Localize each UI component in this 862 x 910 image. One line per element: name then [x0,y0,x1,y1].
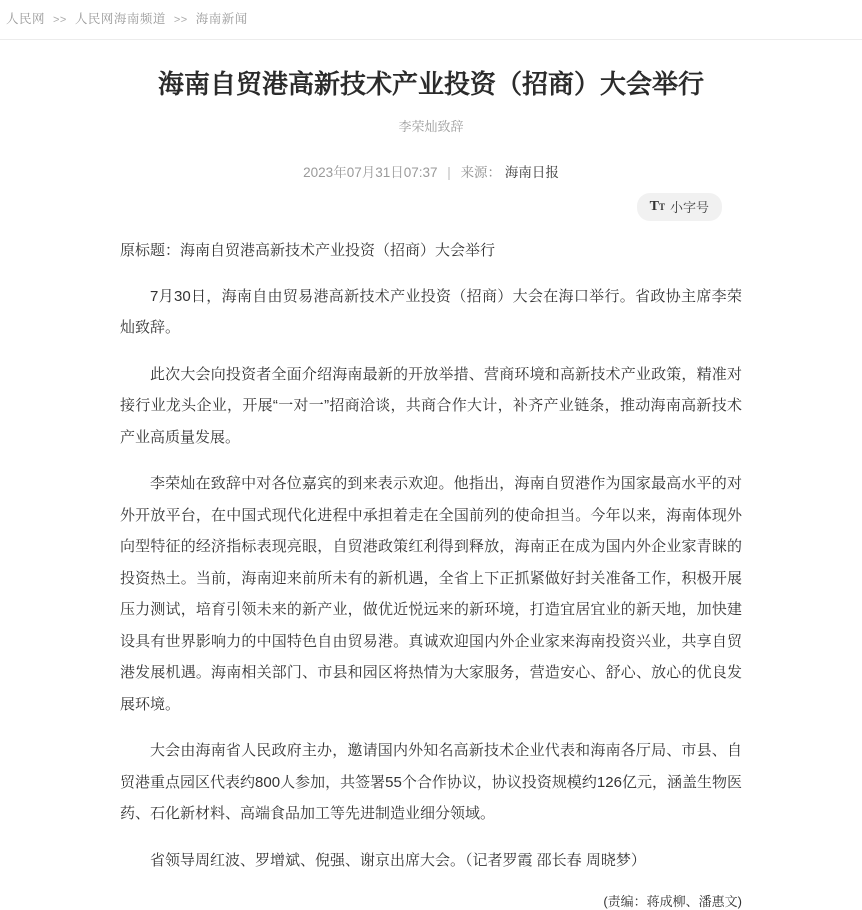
article-toolbar [120,193,742,221]
article-paragraph-original-title: 原标题：海南自贸港高新技术产业投资（招商）大会举行 [120,242,496,259]
article [120,67,742,910]
font-size-button-label: 小字号 [669,200,709,215]
article-paragraph: 此次大会向投资者全面介绍海南最新的开放举措、营商环境和高新技术产业政策，精准对接行业龙头企业，开展“一对一”招商洽谈，共商合作大计，补齐产业链条，推动海南高新技术产业高质量发展。 [120,365,742,446]
article-paragraph: 李荣灿在致辞中对各位嘉宾的到来表示欢迎。他指出，海南自贸港作为国家最高水平的对外开放平台，在中国式现代化进程中承担着走在全国前列的使命担当。今年以来，海南体现外向型特征的经济指标表现亮眼，自贸港政策红利得到释放，海南正在成为国内外企业家青睐的投资热土。当前，海南迎来前所未有的新机遇，全省上下正抓紧做好封关准备工作，积极开展压力测试，培育引领未来的新产业，做优近悦远来的新环境，打造宜居宜业的新天地，加快建设具有世界影响力的中国特色自由贸易港。真诚欢迎国内外企业家来海南投资兴业，共享自贸港发展机遇。海南相关部门、市县和园区将热情为大家服务，营造安心、舒心、放心的优良发展环境。 [120,475,742,713]
dateline [120,161,742,181]
article-body [120,235,742,876]
article-paragraph: 7月30日，海南自由贸易港高新技术产业投资（招商）大会在海口举行。省政协主席李荣灿致辞。 [120,287,742,336]
article-subtitle: 李荣灿致辞 [398,119,464,134]
dateline-pipe: | [447,165,451,180]
editor-note: (责编：蒋成柳、潘惠文) [603,894,742,909]
article-paragraph: 省领导周红波、罗增斌、倪强、谢京出席大会。（记者罗霞 邵长春 周晓梦） [150,851,646,869]
breadcrumb [0,0,862,37]
source-link[interactable]: 海南日报 [504,165,559,180]
article-paragraph: 大会由海南省人民政府主办，邀请国内外知名高新技术企业代表和海南各厅局、市县、自贸港重点园区代表约800人参加，共签署55个合作协议，协议投资规模约126亿元，涵盖生物医药、石化新材料、高端食品加工等先进制造业细分领域。 [120,742,742,822]
source-label: 来源： [460,165,502,180]
breadcrumb-link-peoples-daily[interactable]: 人民网 [6,12,46,26]
breadcrumb-separator: >> [173,14,188,26]
font-size-icon: TT [649,199,665,214]
page-title: 海南自贸港高新技术产业投资（招商）大会举行 [157,69,704,99]
publish-date: 2023年07月31日07:37 [303,165,438,180]
breadcrumb-link-hainan-channel[interactable]: 人民网海南频道 [74,12,166,26]
header-divider [0,39,862,40]
breadcrumb-separator: >> [53,14,67,26]
breadcrumb-link-hainan-news[interactable]: 海南新闻 [195,12,248,26]
font-size-button[interactable] [637,193,722,221]
